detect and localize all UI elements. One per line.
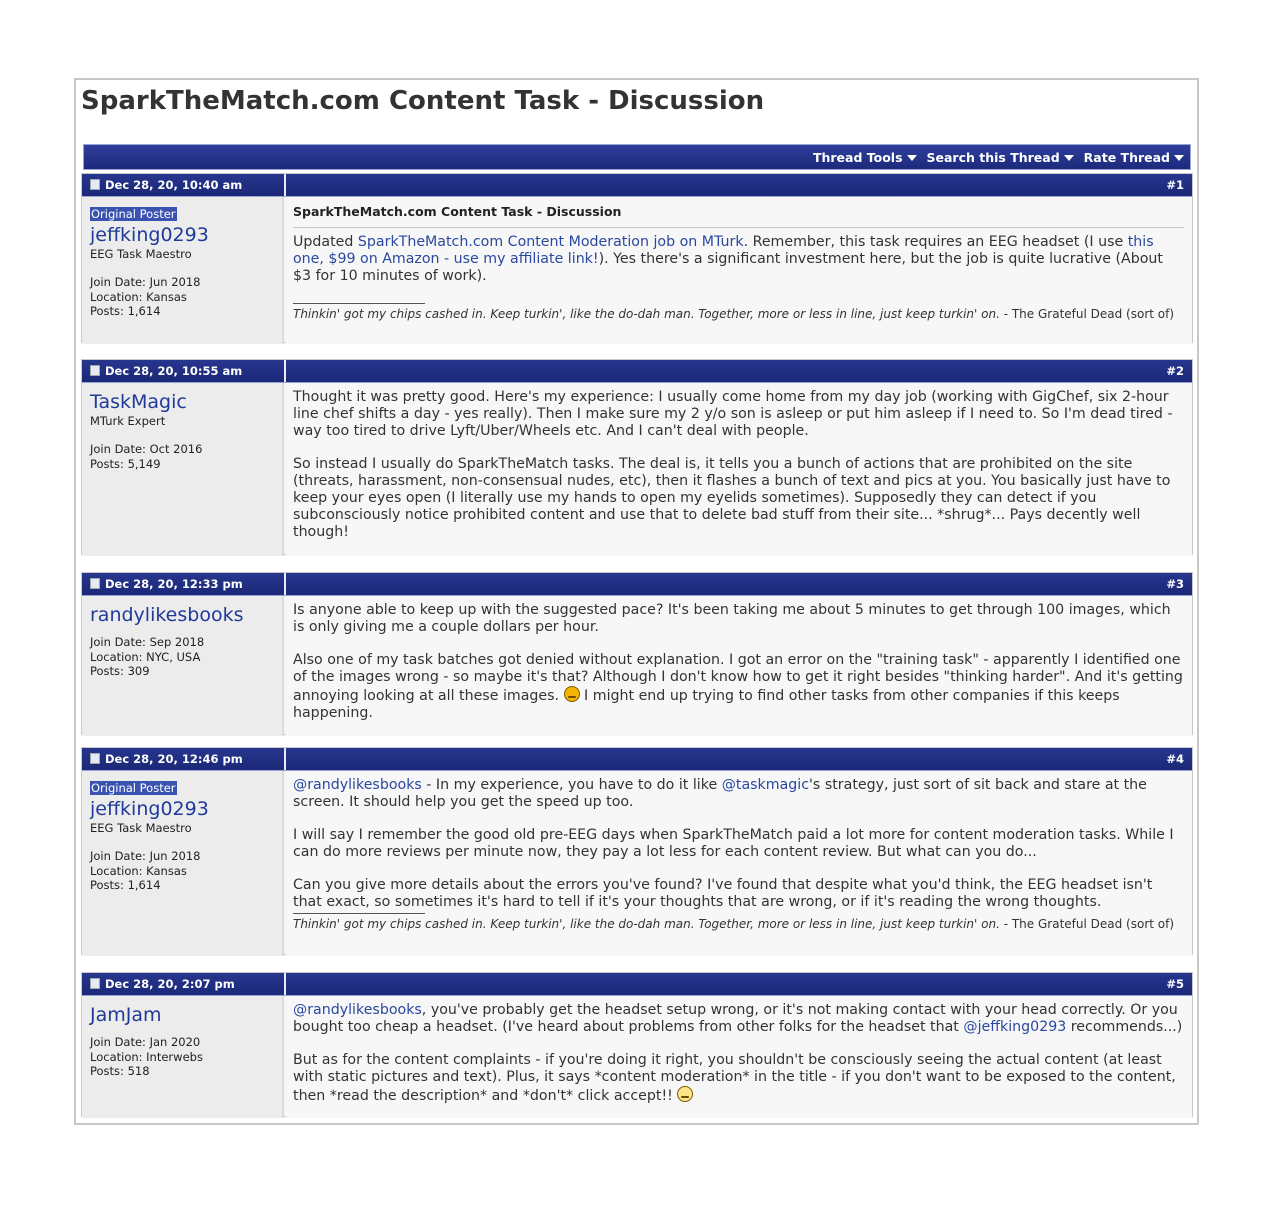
amazon-affiliate-link[interactable]: this one, $99 on Amazon - use my affiliate link!	[293, 234, 1154, 267]
location: Location: NYC, USA	[90, 649, 201, 664]
post-icon	[90, 578, 100, 589]
post-header	[82, 748, 1192, 771]
user-title: EEG Task Maestro	[90, 247, 192, 261]
join-date: Join Date: Sep 2018	[90, 635, 205, 649]
join-date: Join Date: Jun 2018	[90, 849, 201, 863]
message-text: recommends...)	[1066, 1019, 1183, 1035]
mention-link[interactable]: @jeffking0293	[963, 1019, 1067, 1035]
angry-face-icon	[564, 686, 580, 702]
chevron-down-icon	[1174, 155, 1184, 161]
post-number-link[interactable]: #2	[1166, 364, 1184, 378]
mention-link[interactable]: @randylikesbooks	[293, 777, 422, 793]
post-message	[286, 771, 1192, 956]
post-header	[82, 573, 1192, 596]
post-count: Posts: 1,614	[90, 304, 161, 318]
post-count: Posts: 1,614	[90, 878, 161, 892]
search-thread-label: Search this Thread	[926, 149, 1060, 165]
rate-thread-label: Rate Thread	[1083, 149, 1170, 165]
eye-roll-face-icon	[677, 1086, 693, 1102]
post-5	[81, 972, 1193, 1117]
post-date-text: Dec 28, 20, 12:33 pm	[105, 577, 243, 591]
message-paragraph: I will say I remember the good old pre-EEG days when SparkTheMatch paid a lot more for content moderation tasks. While I can do more reviews per minute now, they pay a lot less for each content review. But what can you do...	[293, 827, 1174, 860]
post-icon	[90, 179, 100, 190]
message-text: 's strategy, just sort of sit back and stare at the screen. It should help you get the speed up too.	[293, 777, 1147, 810]
user-title: MTurk Expert	[90, 414, 166, 428]
post-date	[90, 364, 242, 378]
post-date	[90, 977, 235, 991]
location: Location: Interwebs	[90, 1049, 203, 1064]
signature-divider	[293, 303, 425, 304]
post-icon	[90, 753, 100, 764]
post-message	[286, 596, 1192, 736]
username-link[interactable]: JamJam	[90, 1004, 162, 1026]
rate-thread-menu[interactable]	[1084, 150, 1184, 165]
user-info-panel	[82, 197, 284, 344]
signature-divider	[293, 913, 425, 914]
thread-tools-menu[interactable]	[813, 150, 917, 165]
chevron-down-icon	[1064, 155, 1074, 161]
message-text: - In my experience, you have to do it like	[421, 777, 722, 793]
post-2	[81, 359, 1193, 555]
signature-quote: Thinkin' got my chips cashed in. Keep turkin', like the do-dah man. Together, more or less in line, just keep turkin' on.	[293, 917, 1000, 931]
message-text: , you've probably get the headset setup wrong, or it's not making contact with your head correctly. Or you bought too cheap a headset. (I've heard about problems from other folks for the headset that	[293, 1002, 1178, 1035]
message-paragraph: Thought it was pretty good. Here's my experience: I usually come home from my day job (working with GigChef, six 2-hour line chef shifts a day - yes really). Then I make sure my 2 y/o son is asleep or put him asleep if I need to. So I'm dead tired - way too tired to drive Lyft/Uber/Wheels etc. And I can't deal with people.	[293, 389, 1173, 439]
post-date	[90, 178, 242, 192]
post-header	[82, 360, 1192, 383]
join-date: Join Date: Jun 2018	[90, 275, 201, 289]
username-link[interactable]: randylikesbooks	[90, 604, 244, 626]
user-title: EEG Task Maestro	[90, 821, 192, 835]
message-text: I might end up trying to find other tasks from other companies if this keeps happening.	[293, 688, 1120, 721]
post-number-link[interactable]: #3	[1166, 577, 1184, 591]
message-text: . Remember, this task requires an EEG headset (I use	[743, 234, 1128, 250]
thread-tools-label: Thread Tools	[812, 149, 903, 165]
signature	[293, 916, 1184, 933]
post-date-text: Dec 28, 20, 10:55 am	[105, 364, 243, 378]
post-number-link[interactable]: #1	[1166, 178, 1184, 192]
thread-toolbar	[83, 144, 1191, 170]
post-3	[81, 572, 1193, 735]
location: Location: Kansas	[90, 863, 187, 878]
original-poster-badge: Original Poster	[91, 207, 176, 221]
message-paragraph: Can you give more details about the errors you've found? I've found that despite what you'd think, the EEG headset isn't that exact, so sometimes it's hard to tell if it's your thoughts that are wrong, or if it's reading the wrong thoughts.	[293, 877, 1153, 910]
original-poster-badge: Original Poster	[91, 781, 176, 795]
user-info-panel	[82, 771, 284, 956]
signature-credit: - The Grateful Dead (sort of)	[999, 307, 1175, 321]
post-header	[82, 973, 1192, 996]
user-info-panel	[82, 383, 284, 556]
username-link[interactable]: TaskMagic	[90, 391, 187, 413]
post-4	[81, 747, 1193, 955]
post-count: Posts: 309	[90, 664, 150, 678]
mturk-job-link[interactable]: SparkTheMatch.com Content Moderation job on MTurk	[357, 234, 744, 250]
join-date: Join Date: Jan 2020	[90, 1035, 201, 1049]
location: Location: Kansas	[90, 289, 187, 304]
post-date-text: Dec 28, 20, 12:46 pm	[105, 752, 243, 766]
user-info-panel	[82, 996, 284, 1118]
post-message	[286, 996, 1192, 1118]
mention-link[interactable]: @randylikesbooks	[293, 1002, 422, 1018]
post-header	[82, 174, 1192, 197]
search-thread-menu[interactable]	[927, 150, 1074, 165]
join-date: Join Date: Oct 2016	[90, 442, 203, 456]
signature	[293, 306, 1184, 323]
username-link[interactable]: jeffking0293	[90, 224, 209, 246]
post-message	[286, 383, 1192, 556]
post-number-link[interactable]: #5	[1166, 977, 1184, 991]
post-count: Posts: 5,149	[90, 456, 161, 471]
message-paragraph: So instead I usually do SparkTheMatch tasks. The deal is, it tells you a bunch of actions that are prohibited on the site (threats, harassment, non-consensual nudes, etc), then it flashes a bunch of text and pics at you. You basically just have to keep your eyes open (I literally use my hands to open my eyelids sometimes). Supposedly they can detect if you subconsciously notice prohibited content and use that to delete bad stuff from their site... *shrug*... Pays decently well though!	[293, 456, 1171, 540]
post-icon	[90, 365, 100, 376]
message-text: Updated	[293, 234, 358, 250]
post-number-link[interactable]: #4	[1166, 752, 1184, 766]
mention-link[interactable]: @taskmagic	[721, 777, 810, 793]
thread-title: SparkTheMatch.com Content Task - Discussion	[81, 86, 765, 116]
username-link[interactable]: jeffking0293	[90, 798, 209, 820]
message-text: ). Yes there's a significant investment here, but the job is quite lucrative (About $3 for 10 minutes of work).	[293, 251, 1163, 284]
post-title: SparkTheMatch.com Content Task - Discussion	[293, 203, 1184, 228]
chevron-down-icon	[907, 155, 917, 161]
post-count: Posts: 518	[90, 1064, 150, 1078]
post-icon	[90, 978, 100, 989]
user-info-panel	[82, 596, 284, 736]
post-date-text: Dec 28, 20, 10:40 am	[105, 178, 243, 192]
post-message	[286, 197, 1192, 344]
message-text: But as for the content complaints - if you're doing it right, you shouldn't be consciously seeing the actual content (at least with static pictures and text). Plus, it says *content moderation* in the title - if you don't want to be exposed to the content, then *read the description* and *don't* click accept!!	[293, 1052, 1176, 1104]
message-paragraph: Is anyone able to keep up with the suggested pace? It's been taking me about 5 minutes to get through 100 images, which is only giving me a couple dollars per hour.	[293, 602, 1171, 635]
message-text: Also one of my task batches got denied without explanation. I got an error on the "training task" - apparently I identified one of the images wrong - so maybe it's that? Although I don't know how to get it right besides "thinking harder". And it's getting annoying looking at all these images.	[293, 652, 1183, 704]
post-date-text: Dec 28, 20, 2:07 pm	[105, 977, 235, 991]
signature-quote: Thinkin' got my chips cashed in. Keep turkin', like the do-dah man. Together, more or less in line, just keep turkin' on.	[293, 307, 1000, 321]
post-date	[90, 752, 243, 766]
post-date	[90, 577, 243, 591]
signature-credit: - The Grateful Dead (sort of)	[999, 917, 1175, 931]
post-1	[81, 173, 1193, 343]
